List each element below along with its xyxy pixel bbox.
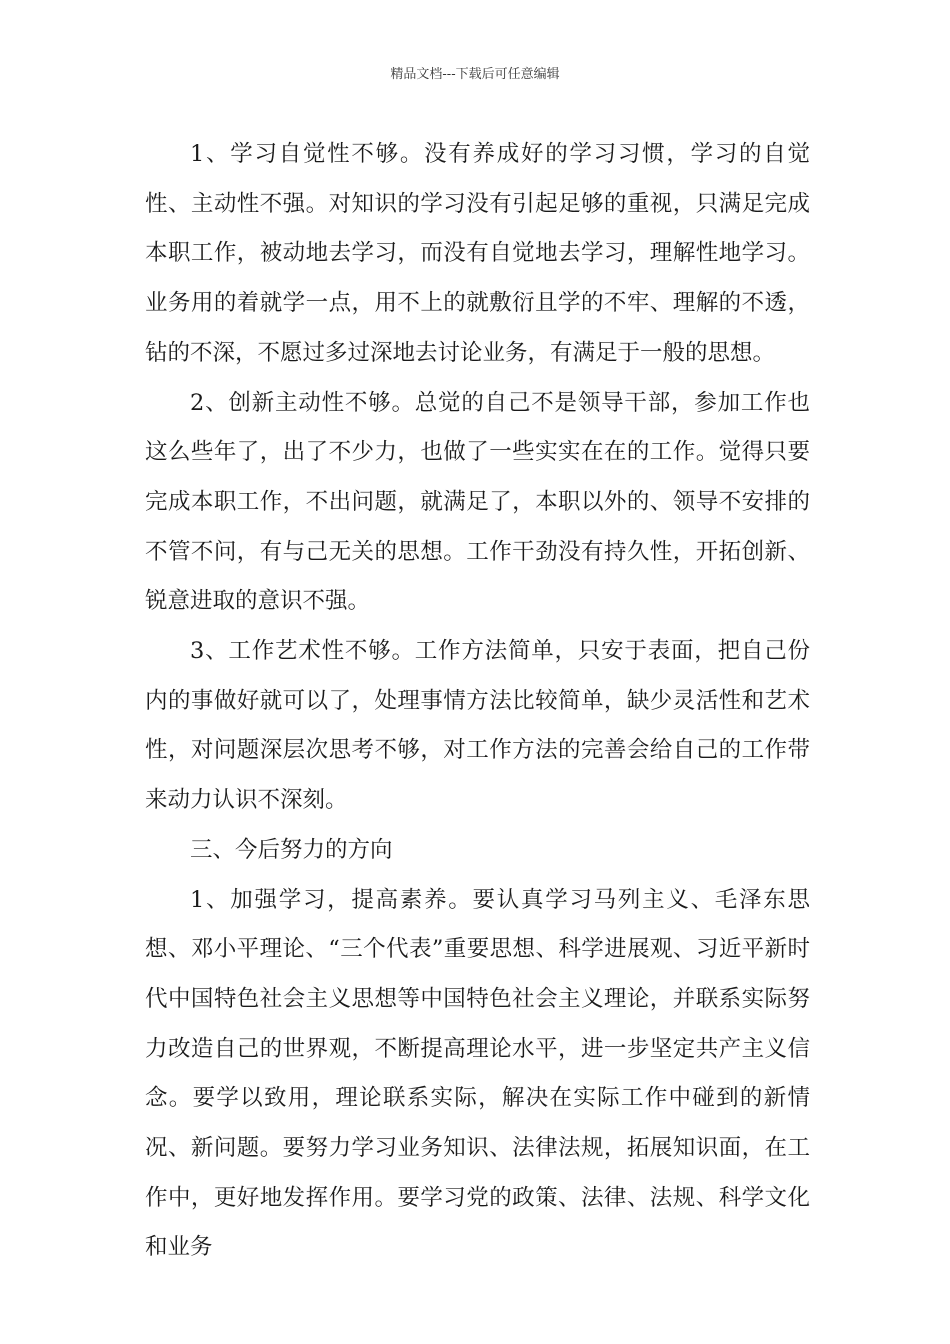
- paragraph-innovation-initiative: 2、创新主动性不够。总觉的自己不是领导干部，参加工作也这么些年了，出了不少力，也做了一些实实在在的工作。觉得只要完成本职工作，不出问题，就满足了，本职以外的、领导不安排的不管不问，有与己无关的思想。工作干劲没有持久性，开拓创新、锐意进取的意识不强。: [145, 389, 810, 615]
- paragraph-learning-self-awareness: 1、学习自觉性不够。没有养成好的学习习惯，学习的自觉性、主动性不强。对知识的学习没有引起足够的重视，只满足完成本职工作，被动地去学习，而没有自觉地去学习，理解性地学习。业务用的着就学一点，用不上的就敷衍且学的不牢、理解的不透，钻的不深，不愿过多过深地去讨论业务，有满足于一般的思想。: [145, 141, 810, 366]
- document-body: [145, 130, 810, 1273]
- section-heading-future-direction: 三、今后努力的方向: [190, 836, 393, 863]
- page-header: 精品文档---下载后可任意编辑: [390, 67, 560, 82]
- paragraph-work-artistry: 3、工作艺术性不够。工作方法简单，只安于表面，把自己份内的事做好就可以了，处理事情方法比较简单，缺少灵活性和艺术性，对问题深层次思考不够，对工作方法的完善会给自己的工作带来动力认识不深刻。: [145, 638, 810, 814]
- paragraph-strengthen-learning: 1、加强学习，提高素养。要认真学习马列主义、毛泽东思想、邓小平理论、“三个代表”重要思想、科学进展观、习近平新时代中国特色社会主义思想等中国特色社会主义理论，并联系实际努力改造自己的世界观，不断提高理论水平，进一步坚定共产主义信念。要学以致用，理论联系实际，解决在实际工作中碰到的新情况、新问题。要努力学习业务知识、法律法规，拓展知识面，在工作中，更好地发挥作用。要学习党的政策、法律、法规、科学文化和业务: [145, 886, 810, 1261]
